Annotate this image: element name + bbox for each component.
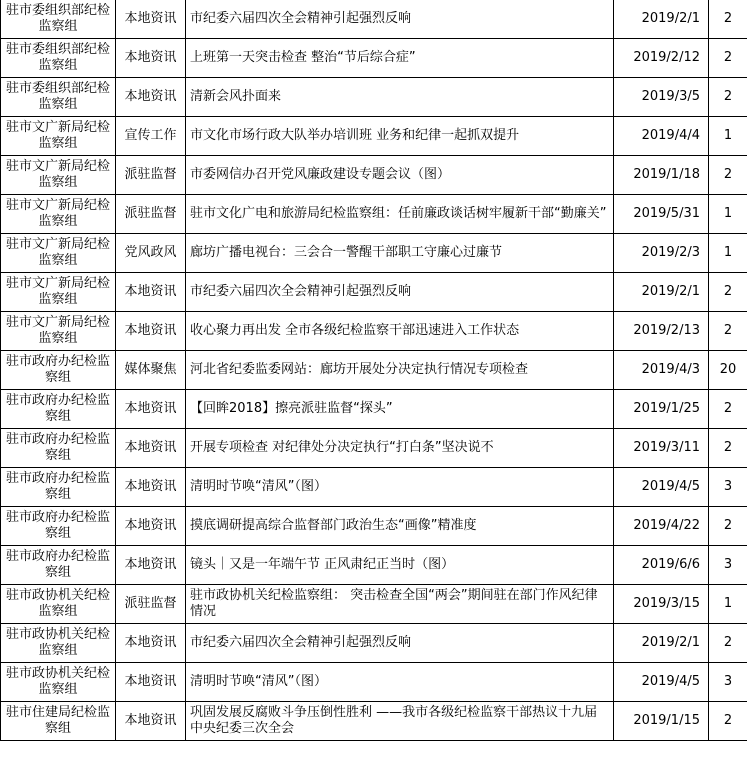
publish-date-cell: 2019/2/3: [614, 234, 709, 273]
table-row: [1, 585, 747, 624]
count-cell: 1: [709, 195, 747, 234]
table-row: [1, 156, 747, 195]
publish-date-cell: 2019/1/18: [614, 156, 709, 195]
count-cell: 2: [709, 0, 747, 39]
category-cell: 派驻监督: [116, 585, 186, 624]
article-title-cell: 河北省纪委监委网站：廊坊开展处分决定执行情况专项检查: [186, 351, 614, 390]
category-cell: 媒体聚焦: [116, 351, 186, 390]
count-cell: 1: [709, 117, 747, 156]
count-cell: 3: [709, 663, 747, 702]
unit-cell: 驻市政府办纪检监察组: [1, 390, 116, 429]
publish-date-cell: 2019/2/1: [614, 0, 709, 39]
table-row: [1, 351, 747, 390]
article-title-cell: 清明时节唤“清风”（图）: [186, 468, 614, 507]
table-row: [1, 195, 747, 234]
count-cell: 1: [709, 234, 747, 273]
article-title-cell: 【回眸2018】擦亮派驻监督“探头”: [186, 390, 614, 429]
article-title-cell: 开展专项检查 对纪律处分决定执行“打白条”坚决说不: [186, 429, 614, 468]
publish-date-cell: 2019/2/13: [614, 312, 709, 351]
table-row: [1, 273, 747, 312]
unit-cell: 驻市住建局纪检监察组: [1, 702, 116, 741]
category-cell: 本地资讯: [116, 663, 186, 702]
publish-date-cell: 2019/2/12: [614, 39, 709, 78]
category-cell: 党风政风: [116, 234, 186, 273]
table-row: [1, 0, 747, 39]
table-row: [1, 663, 747, 702]
publish-date-cell: 2019/4/3: [614, 351, 709, 390]
count-cell: 2: [709, 702, 747, 741]
count-cell: 2: [709, 39, 747, 78]
article-title-cell: 市文化市场行政大队举办培训班 业务和纪律一起抓双提升: [186, 117, 614, 156]
table-row: [1, 312, 747, 351]
category-cell: 本地资讯: [116, 312, 186, 351]
table-row: [1, 429, 747, 468]
count-cell: 20: [709, 351, 747, 390]
table-row: [1, 507, 747, 546]
table-body: [1, 0, 747, 741]
article-title-cell: 驻市文化广电和旅游局纪检监察组：任前廉政谈话树牢履新干部“勤廉关”: [186, 195, 614, 234]
unit-cell: 驻市文广新局纪检监察组: [1, 234, 116, 273]
unit-cell: 驻市政府办纪检监察组: [1, 429, 116, 468]
publish-date-cell: 2019/4/4: [614, 117, 709, 156]
table-row: [1, 624, 747, 663]
article-title-cell: 镜头｜又是一年端午节 正风肃纪正当时（图）: [186, 546, 614, 585]
article-title-cell: 廊坊广播电视台：三会合一警醒干部职工守廉心过廉节: [186, 234, 614, 273]
count-cell: 2: [709, 312, 747, 351]
article-title-cell: 市纪委六届四次全会精神引起强烈反响: [186, 0, 614, 39]
publish-date-cell: 2019/3/5: [614, 78, 709, 117]
unit-cell: 驻市政府办纪检监察组: [1, 351, 116, 390]
article-title-cell: 清新会风扑面来: [186, 78, 614, 117]
publish-date-cell: 2019/2/1: [614, 273, 709, 312]
table-row: [1, 234, 747, 273]
publish-date-cell: 2019/4/5: [614, 663, 709, 702]
unit-cell: 驻市委组织部纪检监察组: [1, 78, 116, 117]
article-title-cell: 上班第一天突击检查 整治“节后综合症”: [186, 39, 614, 78]
publish-date-cell: 2019/3/15: [614, 585, 709, 624]
count-cell: 3: [709, 546, 747, 585]
count-cell: 2: [709, 624, 747, 663]
category-cell: 本地资讯: [116, 429, 186, 468]
count-cell: 2: [709, 156, 747, 195]
unit-cell: 驻市政协机关纪检监察组: [1, 624, 116, 663]
category-cell: 本地资讯: [116, 702, 186, 741]
unit-cell: 驻市政府办纪检监察组: [1, 507, 116, 546]
article-title-cell: 清明时节唤“清风”（图）: [186, 663, 614, 702]
table-row: [1, 39, 747, 78]
category-cell: 派驻监督: [116, 156, 186, 195]
publish-date-cell: 2019/4/5: [614, 468, 709, 507]
article-title-cell: 市纪委六届四次全会精神引起强烈反响: [186, 624, 614, 663]
unit-cell: 驻市文广新局纪检监察组: [1, 195, 116, 234]
article-title-cell: 收心聚力再出发 全市各级纪检监察干部迅速进入工作状态: [186, 312, 614, 351]
table-row: [1, 702, 747, 741]
table-row: [1, 468, 747, 507]
publish-date-cell: 2019/1/25: [614, 390, 709, 429]
article-title-cell: 市纪委六届四次全会精神引起强烈反响: [186, 273, 614, 312]
article-title-cell: 市委网信办召开党风廉政建设专题会议（图）: [186, 156, 614, 195]
table-row: [1, 117, 747, 156]
category-cell: 本地资讯: [116, 78, 186, 117]
category-cell: 本地资讯: [116, 546, 186, 585]
count-cell: 3: [709, 468, 747, 507]
publish-date-cell: 2019/5/31: [614, 195, 709, 234]
unit-cell: 驻市政府办纪检监察组: [1, 546, 116, 585]
count-cell: 2: [709, 507, 747, 546]
unit-cell: 驻市文广新局纪检监察组: [1, 312, 116, 351]
category-cell: 本地资讯: [116, 624, 186, 663]
publish-date-cell: 2019/1/15: [614, 702, 709, 741]
table-row: [1, 78, 747, 117]
count-cell: 2: [709, 429, 747, 468]
count-cell: 2: [709, 273, 747, 312]
article-title-cell: 摸底调研提高综合监督部门政治生态“画像”精准度: [186, 507, 614, 546]
unit-cell: 驻市政府办纪检监察组: [1, 468, 116, 507]
unit-cell: 驻市文广新局纪检监察组: [1, 117, 116, 156]
publish-date-cell: 2019/4/22: [614, 507, 709, 546]
category-cell: 本地资讯: [116, 39, 186, 78]
article-title-cell: 驻市政协机关纪检监察组： 突击检查全国“两会”期间驻在部门作风纪律情况: [186, 585, 614, 624]
table-row: [1, 546, 747, 585]
category-cell: 本地资讯: [116, 507, 186, 546]
count-cell: 2: [709, 78, 747, 117]
publish-date-cell: 2019/3/11: [614, 429, 709, 468]
category-cell: 本地资讯: [116, 273, 186, 312]
publish-date-cell: 2019/2/1: [614, 624, 709, 663]
category-cell: 本地资讯: [116, 0, 186, 39]
table-row: [1, 390, 747, 429]
article-title-cell: 巩固发展反腐败斗争压倒性胜利 ——我市各级纪检监察干部热议十九届中央纪委三次全会: [186, 702, 614, 741]
publish-date-cell: 2019/6/6: [614, 546, 709, 585]
unit-cell: 驻市政协机关纪检监察组: [1, 585, 116, 624]
unit-cell: 驻市政协机关纪检监察组: [1, 663, 116, 702]
unit-cell: 驻市委组织部纪检监察组: [1, 0, 116, 39]
category-cell: 本地资讯: [116, 468, 186, 507]
category-cell: 派驻监督: [116, 195, 186, 234]
count-cell: 1: [709, 585, 747, 624]
unit-cell: 驻市文广新局纪检监察组: [1, 156, 116, 195]
category-cell: 本地资讯: [116, 390, 186, 429]
category-cell: 宣传工作: [116, 117, 186, 156]
unit-cell: 驻市文广新局纪检监察组: [1, 273, 116, 312]
unit-cell: 驻市委组织部纪检监察组: [1, 39, 116, 78]
count-cell: 2: [709, 390, 747, 429]
